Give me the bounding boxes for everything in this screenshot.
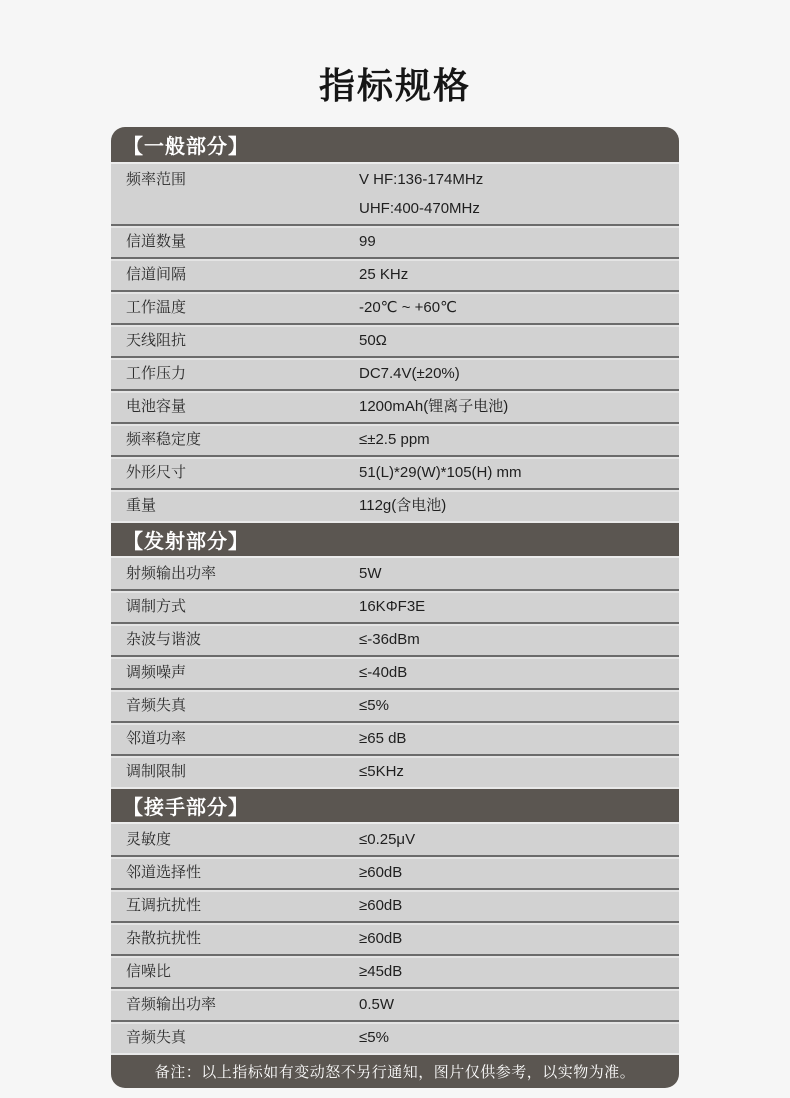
row-values [359, 691, 679, 720]
row-values [359, 924, 679, 953]
spec-section [111, 521, 679, 787]
row-label: 信噪比 [126, 963, 172, 981]
row-label: 灵敏度 [126, 831, 172, 849]
row-values [359, 858, 679, 887]
row-label: 工作压力 [126, 365, 187, 383]
row-values [359, 392, 679, 421]
row-values [359, 592, 679, 621]
table-row [111, 323, 679, 356]
row-label: 邻道选择性 [126, 864, 202, 882]
row-label: 射频输出功率 [126, 565, 217, 583]
row-values [359, 990, 679, 1019]
table-row [111, 987, 679, 1020]
row-value: -20℃ ~ +60℃ [359, 299, 457, 317]
row-values [359, 825, 679, 854]
section-header [111, 521, 679, 558]
row-value: UHF:400-470MHz [359, 200, 480, 218]
row-value: 16KΦF3E [359, 598, 426, 616]
row-label: 信道间隔 [126, 266, 187, 284]
row-values [359, 724, 679, 753]
row-value: ≤5% [359, 697, 389, 715]
row-label: 音频失真 [126, 1029, 187, 1047]
row-label: 杂波与谐波 [126, 631, 202, 649]
table-row [111, 589, 679, 622]
section-header [111, 127, 679, 164]
row-values [359, 1023, 679, 1052]
row-value: DC7.4V(±20%) [359, 365, 460, 383]
table-row [111, 164, 679, 224]
row-values [359, 891, 679, 920]
table-row [111, 622, 679, 655]
table-row [111, 488, 679, 521]
row-label: 重量 [126, 497, 157, 515]
page-title: 指标规格 [318, 65, 471, 106]
row-values [359, 458, 679, 487]
row-value: ≥65 dB [359, 730, 407, 748]
section-title: 【接手部分】 [123, 797, 249, 820]
row-values [359, 757, 679, 786]
row-label: 调制方式 [126, 598, 187, 616]
row-values [359, 359, 679, 388]
section-title: 【一般部分】 [123, 136, 249, 159]
footer-note: 备注：以上指标如有变动怒不另行通知，图片仅供参考，以实物为准。 [154, 1064, 636, 1082]
table-row [111, 888, 679, 921]
row-value: ≥60dB [359, 930, 403, 948]
row-value: ≤-40dB [359, 664, 408, 682]
row-label: 外形尺寸 [126, 464, 187, 482]
section-body [111, 824, 679, 1053]
row-value: 50Ω [359, 332, 387, 350]
section-title: 【发射部分】 [123, 531, 249, 554]
table-row [111, 558, 679, 589]
row-value: ≥60dB [359, 897, 403, 915]
row-label: 天线阻抗 [126, 332, 187, 350]
row-label: 音频失真 [126, 697, 187, 715]
table-row [111, 721, 679, 754]
row-value: 5W [359, 565, 382, 583]
table-row [111, 422, 679, 455]
row-values [359, 260, 679, 289]
table-row [111, 688, 679, 721]
row-values [359, 293, 679, 322]
spec-table [111, 127, 679, 1088]
row-values [359, 326, 679, 355]
table-row [111, 356, 679, 389]
row-label: 频率稳定度 [126, 431, 202, 449]
section-header [111, 787, 679, 824]
table-row [111, 921, 679, 954]
table-row [111, 754, 679, 787]
row-values [359, 559, 679, 588]
row-label: 调频噪声 [126, 664, 187, 682]
row-values [359, 425, 679, 454]
row-label: 互调抗扰性 [126, 897, 202, 915]
table-row [111, 855, 679, 888]
row-values [359, 658, 679, 687]
section-body [111, 558, 679, 787]
row-value: 51(L)*29(W)*105(H) mm [359, 464, 522, 482]
section-body [111, 164, 679, 521]
row-value: 0.5W [359, 996, 395, 1014]
row-value: 25 KHz [359, 266, 409, 284]
row-label: 频率范围 [126, 171, 187, 189]
row-label: 工作温度 [126, 299, 187, 317]
row-label: 电池容量 [126, 398, 187, 416]
row-value: ≥60dB [359, 864, 403, 882]
row-label: 信道数量 [126, 233, 187, 251]
table-row [111, 224, 679, 257]
row-values [359, 227, 679, 256]
row-value: ≤5% [359, 1029, 389, 1047]
row-value: ≤-36dBm [359, 631, 420, 649]
table-row [111, 655, 679, 688]
row-value: ≤±2.5 ppm [359, 431, 430, 449]
footer-note-bar [111, 1053, 679, 1088]
row-value: 1200mAh(锂离子电池) [359, 398, 509, 416]
table-row [111, 389, 679, 422]
row-label: 音频输出功率 [126, 996, 217, 1014]
row-values [359, 625, 679, 654]
table-row [111, 455, 679, 488]
row-value: ≥45dB [359, 963, 403, 981]
row-label: 调制限制 [126, 763, 187, 781]
table-row [111, 1020, 679, 1053]
row-values [359, 491, 679, 520]
row-label: 邻道功率 [126, 730, 187, 748]
row-value: ≤0.25μV [359, 831, 416, 849]
table-row [111, 954, 679, 987]
row-value: 112g(含电池) [359, 497, 447, 515]
row-value: ≤5KHz [359, 763, 404, 781]
table-row [111, 257, 679, 290]
row-value: V HF:136-174MHz [359, 171, 484, 189]
row-label: 杂散抗扰性 [126, 930, 202, 948]
table-row [111, 824, 679, 855]
row-values [359, 957, 679, 986]
row-values [359, 165, 679, 223]
row-value: 99 [359, 233, 376, 251]
spec-section [111, 787, 679, 1053]
spec-section [111, 127, 679, 521]
table-row [111, 290, 679, 323]
